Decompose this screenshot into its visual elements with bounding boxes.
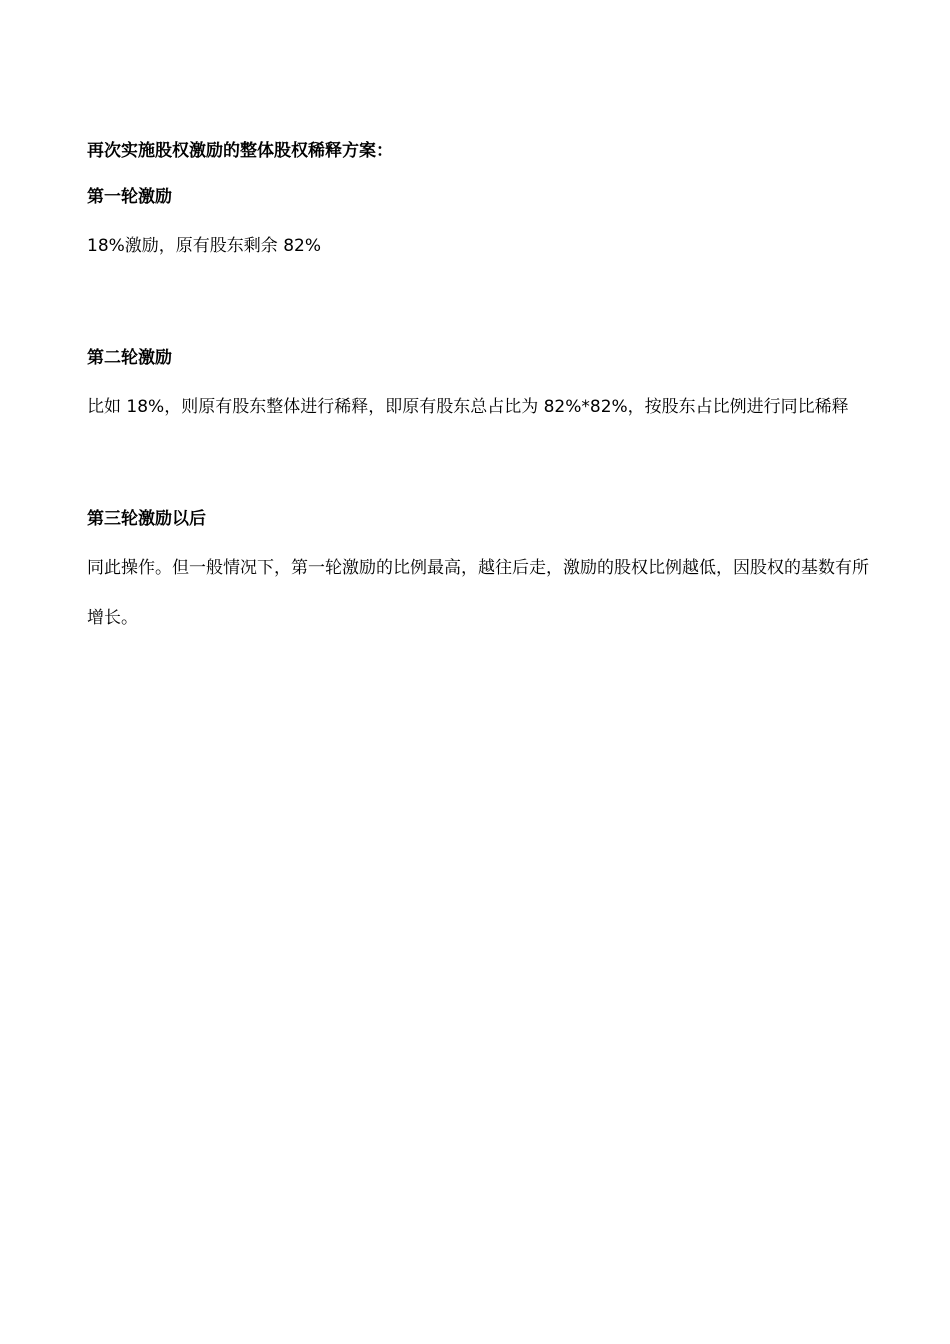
section-body-round-3: 同此操作。但一般情况下，第一轮激励的比例最高，越往后走，激励的股权比例越低，因股权的基数有所增长。 <box>87 558 869 628</box>
section-body-round-1: 18%激励，原有股东剩余 82% <box>87 236 321 256</box>
document-page <box>87 130 877 643</box>
section-heading-round-1: 第一轮激励 <box>87 187 172 207</box>
section-body-round-2: 比如 18%，则原有股东整体进行稀释，即原有股东总占比为 82%*82%，按股东占比例进行同比稀释 <box>87 397 849 417</box>
section-heading-round-3: 第三轮激励以后 <box>87 509 206 529</box>
document-title: 再次实施股权激励的整体股权稀释方案： <box>87 141 393 161</box>
section-heading-round-2: 第二轮激励 <box>87 348 172 368</box>
